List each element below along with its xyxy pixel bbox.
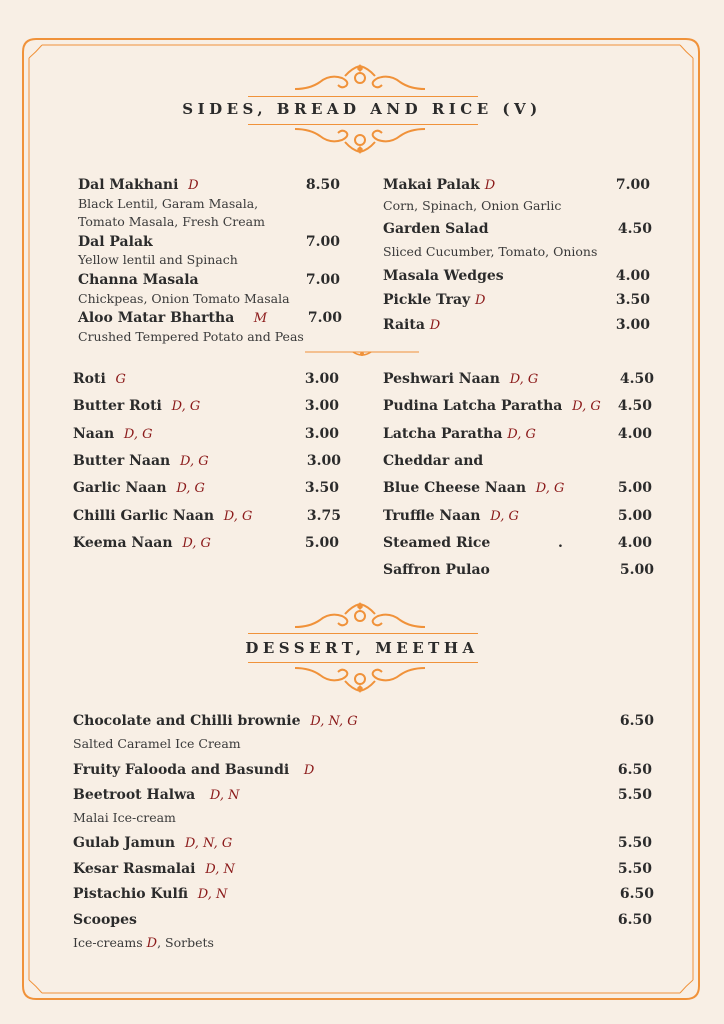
menu-item-desc: Crushed Tempered Potato and Peas	[78, 329, 304, 344]
menu-item-price: 7.00	[307, 310, 342, 326]
divider-ornament-icon	[305, 348, 419, 358]
menu-item-name: Dal Makhani D	[78, 177, 199, 193]
menu-item-price: 3.00	[615, 317, 650, 333]
bottom-ornament-icon	[290, 663, 430, 693]
menu-item-price: 3.00	[304, 398, 339, 414]
menu-item-price: 5.00	[304, 535, 339, 551]
menu-item-price: 4.00	[615, 268, 650, 284]
menu-item-price: 4.00	[617, 426, 652, 442]
menu-item-price: 6.50	[619, 713, 654, 729]
menu-item-name: Blue Cheese Naan D, G	[383, 480, 565, 496]
menu-item-name: Saffron Pulao	[383, 562, 490, 578]
menu-item-name: Garden Salad	[383, 221, 489, 237]
menu-item-price: 7.00	[305, 234, 340, 250]
menu-item-name: Garlic Naan D, G	[73, 480, 205, 496]
menu-item-price: 4.50	[619, 371, 654, 387]
menu-item-name: Cheddar and	[383, 453, 484, 469]
menu-item-price: 6.50	[619, 886, 654, 902]
menu-item-name: Kesar Rasmalai D, N	[73, 861, 235, 877]
menu-item-name: Truffle Naan D, G	[383, 508, 519, 524]
menu-item-name: Butter Naan D, G	[73, 453, 209, 469]
menu-item-name: Pistachio Kulfi D, N	[73, 886, 228, 902]
menu-item-name: Aloo Matar Bhartha M	[78, 310, 268, 326]
sides-rule-top	[248, 96, 478, 97]
dessert-rule-top	[248, 633, 478, 634]
menu-item-desc: Malai Ice-cream	[73, 810, 176, 825]
menu-item-name: Latcha Paratha D, G	[383, 426, 536, 442]
menu-item-name: Steamed Rice	[383, 535, 491, 551]
menu-item-name: Channa Masala	[78, 272, 199, 288]
menu-item-price: 7.00	[305, 272, 340, 288]
menu-item-price: 6.50	[617, 762, 652, 778]
menu-item-name: Keema Naan D, G	[73, 535, 211, 551]
menu-item-price: 3.00	[306, 453, 341, 469]
menu-item-price: 4.00	[617, 535, 652, 551]
menu-item-price: 3.75	[306, 508, 341, 524]
menu-item-name: Chilli Garlic Naan D, G	[73, 508, 253, 524]
menu-item-name: Dal Palak	[78, 234, 153, 250]
menu-item-name: Peshwari Naan D, G	[383, 371, 539, 387]
menu-item-price: 5.00	[619, 562, 654, 578]
menu-item-price: 3.00	[304, 426, 339, 442]
menu-item-price: 7.00	[615, 177, 650, 193]
menu-item-price: 4.50	[617, 221, 652, 237]
menu-item-price: 5.50	[617, 861, 652, 877]
menu-item-name: Fruity Falooda and Basundi D	[73, 762, 315, 778]
menu-item-desc: Chickpeas, Onion Tomato Masala	[78, 291, 290, 306]
menu-item-price: 5.50	[617, 787, 652, 803]
menu-item-name: Chocolate and Chilli brownie D, N, G	[73, 713, 358, 729]
menu-item-name: Naan D, G	[73, 426, 153, 442]
menu-item-name: Pudina Latcha Paratha D, G	[383, 398, 601, 414]
menu-item-price: 3.50	[615, 292, 650, 308]
top-ornament-icon	[290, 64, 430, 94]
menu-item-name: Scoopes	[73, 912, 137, 928]
menu-item-desc: Corn, Spinach, Onion Garlic	[383, 198, 562, 213]
menu-item-desc: Yellow lentil and Spinach	[78, 252, 238, 267]
menu-item-price: 5.00	[617, 480, 652, 496]
menu-item-name: Beetroot Halwa D, N	[73, 787, 240, 803]
menu-item-desc: Ice-creams D, Sorbets	[73, 935, 214, 951]
bottom-ornament-icon	[290, 124, 430, 154]
menu-item-price: 5.00	[617, 508, 652, 524]
menu-item-name: Pickle Tray D	[383, 292, 486, 308]
menu-item-desc: Sliced Cucumber, Tomato, Onions	[383, 244, 598, 259]
menu-item-name: Roti G	[73, 371, 126, 387]
menu-item-price: 3.00	[304, 371, 339, 387]
menu-item-name: Raita D	[383, 317, 441, 333]
menu-item-desc: Salted Caramel Ice Cream	[73, 736, 241, 751]
menu-item-name: Gulab Jamun D, N, G	[73, 835, 233, 851]
menu-item-price: 3.50	[304, 480, 339, 496]
menu-item-name: Butter Roti D, G	[73, 398, 201, 414]
menu-item-desc: Black Lentil, Garam Masala,	[78, 196, 259, 211]
menu-item-desc: Tomato Masala, Fresh Cream	[78, 214, 265, 229]
sides-heading: SIDES, BREAD AND RICE (V)	[182, 100, 542, 118]
menu-item-price: 8.50	[305, 177, 340, 193]
menu-item-name: Makai Palak D	[383, 177, 496, 193]
dessert-heading: DESSERT, MEETHA	[245, 639, 479, 657]
menu-item-price: 4.50	[617, 398, 652, 414]
menu-item-dot: .	[558, 535, 563, 551]
top-ornament-icon	[290, 602, 430, 632]
menu-item-price: 6.50	[617, 912, 652, 928]
menu-item-price: 5.50	[617, 835, 652, 851]
menu-item-name: Masala Wedges	[383, 268, 504, 284]
